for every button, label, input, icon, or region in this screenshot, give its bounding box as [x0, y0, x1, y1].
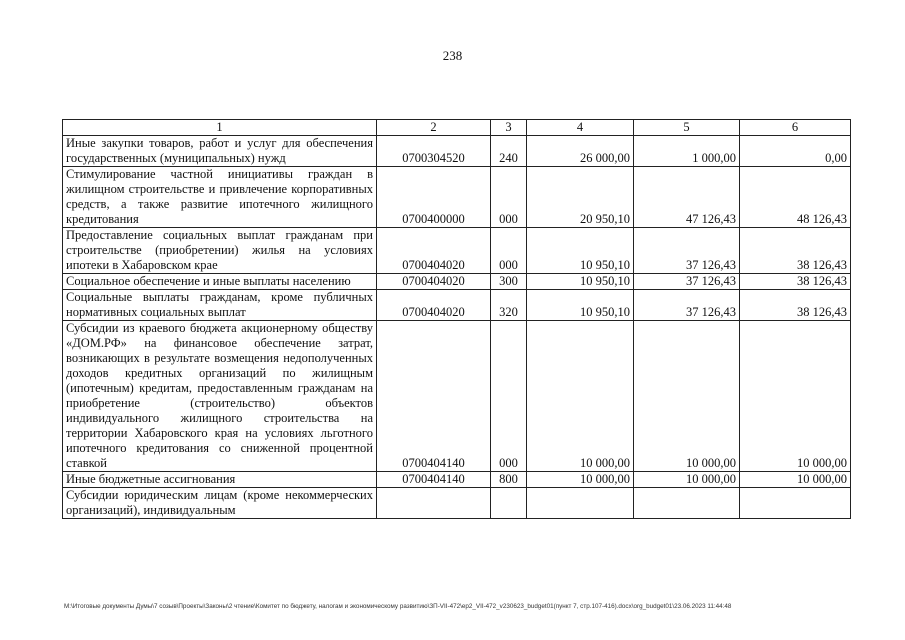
- column-header: 1: [63, 120, 377, 136]
- table-row: [63, 488, 851, 519]
- table-header-row: [63, 120, 851, 136]
- row-target-code: [377, 488, 491, 519]
- row-value-col6: [740, 488, 851, 519]
- row-expense-type: 800: [491, 472, 527, 488]
- table-row: [63, 321, 851, 472]
- row-expense-type: 000: [491, 228, 527, 274]
- row-value-col6: 38 126,43: [740, 290, 851, 321]
- row-value-col6: 10 000,00: [740, 472, 851, 488]
- row-description: Иные бюджетные ассигнования: [63, 472, 377, 488]
- row-value-col6: 38 126,43: [740, 228, 851, 274]
- row-value-col5: 37 126,43: [634, 290, 740, 321]
- table-row: [63, 472, 851, 488]
- row-description: Иные закупки товаров, работ и услуг для обеспечения государственных (муниципальных) нужд: [63, 136, 377, 167]
- row-value-col4: 26 000,00: [527, 136, 634, 167]
- row-value-col6: 0,00: [740, 136, 851, 167]
- row-value-col4: [527, 488, 634, 519]
- row-expense-type: 000: [491, 167, 527, 228]
- page-number: 238: [442, 48, 463, 63]
- row-value-col5: 1 000,00: [634, 136, 740, 167]
- row-description: Стимулирование частной инициативы граждан в жилищном строительстве и привлечение корпоративных средств, а также развитие ипотечного жилищного кредитования: [63, 167, 377, 228]
- row-description: Субсидии юридическим лицам (кроме некоммерческих организаций), индивидуальным: [63, 488, 377, 519]
- row-target-code: 0700404140: [377, 472, 491, 488]
- column-header: 6: [740, 120, 851, 136]
- table-row: [63, 228, 851, 274]
- row-value-col4: 20 950,10: [527, 167, 634, 228]
- table-row: [63, 274, 851, 290]
- table-row: [63, 136, 851, 167]
- column-header: 2: [377, 120, 491, 136]
- row-value-col4: 10 950,10: [527, 228, 634, 274]
- row-target-code: 0700404020: [377, 290, 491, 321]
- column-header: 5: [634, 120, 740, 136]
- row-value-col5: [634, 488, 740, 519]
- row-description: Социальное обеспечение и иные выплаты населению: [63, 274, 377, 290]
- row-expense-type: 240: [491, 136, 527, 167]
- row-value-col4: 10 950,10: [527, 290, 634, 321]
- row-description: Субсидии из краевого бюджета акционерному обществу «ДОМ.РФ» на финансовое обеспечение затрат, возникающих в результате возмещения недополученных доходов кредитных организаций по жилищным (ипотечным) кредитам, предоставленным гражданам на приобретение (строительство) объектов индивидуального жилищного строительства на территории Хабаровского края на условиях льготного ипотечного кредитования со сниженной процентной ставкой: [63, 321, 377, 472]
- row-value-col5: 47 126,43: [634, 167, 740, 228]
- row-target-code: 0700404020: [377, 274, 491, 290]
- row-target-code: 0700304520: [377, 136, 491, 167]
- table-row: [63, 167, 851, 228]
- document-footer-path: M:\Итоговые документы Думы\7 созыв\Проекты\Законы\2 чтение\Комитет по бюджету, налогам и экономическому развитию\ЗП-VII-472\ер2_VII-472_v230623_budget01(пункт 7, стр.107-416).docx\org_budget01\23.06.2023 11:44:48: [64, 603, 732, 610]
- row-expense-type: 320: [491, 290, 527, 321]
- row-expense-type: 300: [491, 274, 527, 290]
- row-target-code: 0700404020: [377, 228, 491, 274]
- row-value-col4: 10 950,10: [527, 274, 634, 290]
- row-description: Социальные выплаты гражданам, кроме публичных нормативных социальных выплат: [63, 290, 377, 321]
- row-value-col6: 48 126,43: [740, 167, 851, 228]
- budget-table: [62, 119, 851, 519]
- row-expense-type: 000: [491, 321, 527, 472]
- row-target-code: 0700400000: [377, 167, 491, 228]
- row-value-col5: 37 126,43: [634, 274, 740, 290]
- row-value-col4: 10 000,00: [527, 321, 634, 472]
- row-value-col4: 10 000,00: [527, 472, 634, 488]
- column-header: 4: [527, 120, 634, 136]
- row-value-col6: 10 000,00: [740, 321, 851, 472]
- row-value-col6: 38 126,43: [740, 274, 851, 290]
- row-description: Предоставление социальных выплат гражданам при строительстве (приобретении) жилья на условиях ипотеки в Хабаровском крае: [63, 228, 377, 274]
- row-value-col5: 10 000,00: [634, 472, 740, 488]
- row-target-code: 0700404140: [377, 321, 491, 472]
- column-header: 3: [491, 120, 527, 136]
- row-expense-type: [491, 488, 527, 519]
- table-row: [63, 290, 851, 321]
- row-value-col5: 37 126,43: [634, 228, 740, 274]
- row-value-col5: 10 000,00: [634, 321, 740, 472]
